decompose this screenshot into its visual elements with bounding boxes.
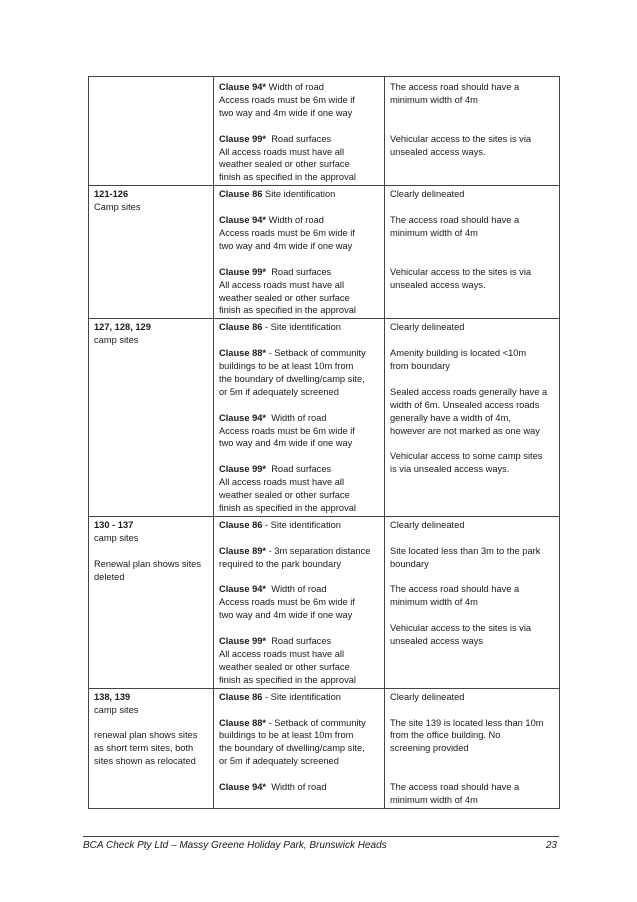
clause-cell bbox=[214, 186, 385, 319]
finding-text: Sealed access roads generally have a bbox=[390, 386, 548, 397]
clause-text: Access roads must be 6m wide if bbox=[219, 425, 355, 436]
clause-text: two way and 4m wide if one way bbox=[219, 107, 353, 118]
clause-number: Clause 94* bbox=[219, 82, 267, 92]
clause-text: Access roads must be 6m wide if bbox=[219, 227, 355, 238]
clause-text: or 5m if adequately screened bbox=[219, 756, 339, 767]
clause-text: weather sealed or other surface bbox=[219, 490, 350, 501]
site-cell bbox=[89, 516, 214, 688]
spacer bbox=[390, 571, 554, 584]
clause-heading bbox=[219, 214, 379, 227]
finding-text: Vehicular access to the sites is via bbox=[390, 133, 532, 144]
finding-text: minimum width of 4m bbox=[390, 794, 478, 805]
spacer bbox=[219, 201, 379, 214]
clause-title: Width of road bbox=[266, 82, 324, 92]
finding-text: unsealed access ways bbox=[390, 636, 484, 647]
clause-number: Clause 86 bbox=[219, 691, 263, 702]
finding-text: minimum width of 4m bbox=[390, 94, 478, 105]
clause-number: Clause 86 bbox=[219, 189, 263, 200]
finding-text: screening provided bbox=[390, 743, 469, 754]
finding-text: Vehicular access to the sites is via bbox=[390, 266, 532, 277]
clause-heading bbox=[219, 463, 379, 476]
site-note: Camp sites bbox=[94, 202, 141, 213]
finding-text: however are not marked as one way bbox=[390, 425, 540, 436]
clause-number: Clause 99* bbox=[219, 266, 267, 277]
spacer bbox=[219, 399, 379, 412]
finding-text: Vehicular access to some camp sites bbox=[390, 451, 543, 462]
clause-heading bbox=[219, 266, 379, 279]
spacer bbox=[390, 704, 554, 717]
finding-cell bbox=[385, 516, 560, 688]
finding-text: Clearly delineated bbox=[390, 519, 465, 530]
clause-text: Access roads must be 6m wide if bbox=[219, 94, 355, 105]
spacer bbox=[390, 768, 554, 781]
site-note bbox=[94, 717, 208, 730]
finding-text: Clearly delineated bbox=[390, 189, 465, 200]
clause-title: Road surfaces bbox=[266, 464, 332, 475]
clause-text: finish as specified in the approval bbox=[219, 674, 356, 685]
finding-text: The access road should have a bbox=[390, 584, 520, 595]
clause-cell bbox=[214, 319, 385, 517]
spacer bbox=[390, 253, 554, 266]
finding-text: from boundary bbox=[390, 361, 450, 372]
site-note: as short term sites, both bbox=[94, 743, 194, 754]
clause-heading bbox=[219, 347, 379, 360]
site-note: camp sites bbox=[94, 704, 139, 715]
site-note: camp sites bbox=[94, 335, 139, 346]
site-number: 127, 128, 129 bbox=[94, 322, 151, 333]
clause-text: two way and 4m wide if one way bbox=[219, 610, 353, 621]
clause-title: Width of road bbox=[266, 584, 327, 595]
page-number: 23 bbox=[545, 840, 557, 851]
site-cell bbox=[89, 186, 214, 319]
clause-title: - Site identification bbox=[262, 519, 341, 530]
site-note: renewal plan shows sites bbox=[94, 730, 198, 741]
clause-heading bbox=[219, 781, 379, 794]
spacer bbox=[390, 532, 554, 545]
clause-heading bbox=[219, 412, 379, 425]
spacer bbox=[390, 334, 554, 347]
clause-heading bbox=[219, 81, 379, 94]
spacer bbox=[390, 609, 554, 622]
clause-number: Clause 86 bbox=[219, 519, 263, 530]
table-row bbox=[89, 319, 560, 517]
spacer bbox=[390, 107, 554, 120]
clause-number: Clause 94* bbox=[219, 782, 267, 793]
clause-title: Width of road bbox=[266, 215, 324, 226]
spacer bbox=[390, 437, 554, 450]
finding-text: is via unsealed access ways. bbox=[390, 464, 510, 475]
clause-heading bbox=[219, 583, 379, 596]
clause-number: Clause 88* bbox=[219, 717, 267, 728]
compliance-table bbox=[88, 76, 560, 809]
finding-text: Clearly delineated bbox=[390, 691, 465, 702]
clause-heading bbox=[219, 717, 379, 730]
clause-title: Road surfaces bbox=[266, 266, 332, 277]
clause-heading bbox=[219, 635, 379, 648]
clause-number: Clause 99* bbox=[219, 464, 267, 475]
clause-heading bbox=[219, 691, 379, 704]
site-note: camp sites bbox=[94, 532, 139, 543]
spacer bbox=[390, 373, 554, 386]
clause-text: the boundary of dwelling/camp site, bbox=[219, 743, 365, 754]
clause-number: Clause 94* bbox=[219, 412, 267, 423]
finding-text: minimum width of 4m bbox=[390, 227, 478, 238]
site-note: sites shown as relocated bbox=[94, 756, 196, 767]
finding-text: Vehicular access to the sites is via bbox=[390, 623, 532, 634]
finding-text: The access road should have a bbox=[390, 82, 520, 92]
clause-text: buildings to be at least 10m from bbox=[219, 730, 354, 741]
clause-title: Road surfaces bbox=[266, 636, 332, 647]
clause-text: weather sealed or other surface bbox=[219, 292, 350, 303]
clause-number: Clause 88* bbox=[219, 348, 267, 359]
finding-cell bbox=[385, 186, 560, 319]
finding-text: from the office building. No bbox=[390, 730, 501, 741]
spacer bbox=[219, 532, 379, 545]
clause-heading bbox=[219, 133, 379, 146]
site-number: 121-126 bbox=[94, 189, 129, 200]
finding-text: Clearly delineated bbox=[390, 322, 465, 333]
spacer bbox=[219, 120, 379, 133]
finding-text: width of 6m. Unsealed access roads bbox=[390, 399, 540, 410]
clause-heading bbox=[219, 519, 379, 532]
spacer bbox=[219, 334, 379, 347]
spacer bbox=[390, 201, 554, 214]
finding-cell bbox=[385, 688, 560, 808]
table-row bbox=[89, 688, 560, 808]
footer-title: BCA Check Pty Ltd – Massy Greene Holiday Park, Brunswick Heads bbox=[83, 840, 387, 851]
clause-text: or 5m if adequately screened bbox=[219, 386, 339, 397]
spacer bbox=[219, 253, 379, 266]
clause-text: weather sealed or other surface bbox=[219, 159, 350, 170]
site-cell bbox=[89, 319, 214, 517]
spacer bbox=[219, 704, 379, 717]
clause-text: finish as specified in the approval bbox=[219, 172, 356, 183]
table-row bbox=[89, 186, 560, 319]
clause-text: All access roads must have all bbox=[219, 279, 345, 290]
site-note: Renewal plan shows sites bbox=[94, 558, 201, 569]
table-row bbox=[89, 77, 560, 186]
clause-text: finish as specified in the approval bbox=[219, 503, 356, 513]
site-cell bbox=[89, 77, 214, 186]
clause-title: Road surfaces bbox=[266, 133, 332, 144]
site-cell bbox=[89, 688, 214, 808]
finding-text: The access road should have a bbox=[390, 215, 520, 226]
clause-title: Width of road bbox=[266, 782, 327, 793]
clause-cell bbox=[214, 77, 385, 186]
clause-text: All access roads must have all bbox=[219, 146, 345, 157]
clause-number: Clause 94* bbox=[219, 215, 267, 226]
clause-text: finish as specified in the approval bbox=[219, 305, 356, 316]
clause-cell bbox=[214, 516, 385, 688]
clause-cell bbox=[214, 688, 385, 808]
spacer bbox=[219, 622, 379, 635]
clause-text: two way and 4m wide if one way bbox=[219, 240, 353, 251]
clause-heading bbox=[219, 188, 379, 201]
clause-heading bbox=[219, 545, 379, 558]
finding-text: unsealed access ways. bbox=[390, 279, 486, 290]
finding-text: generally have a width of 4m, bbox=[390, 412, 511, 423]
clause-text: All access roads must have all bbox=[219, 477, 345, 488]
finding-text: The site 139 is located less than 10m bbox=[390, 717, 544, 728]
spacer bbox=[390, 120, 554, 133]
finding-text: unsealed access ways. bbox=[390, 146, 486, 157]
clause-heading bbox=[219, 321, 379, 334]
clause-title: - Site identification bbox=[262, 691, 341, 702]
clause-title: - Site identification bbox=[262, 322, 341, 333]
spacer bbox=[390, 240, 554, 253]
finding-cell bbox=[385, 319, 560, 517]
clause-text: All access roads must have all bbox=[219, 648, 345, 659]
finding-text: minimum width of 4m bbox=[390, 597, 478, 608]
clause-text: weather sealed or other surface bbox=[219, 661, 350, 672]
clause-title: Site identification bbox=[262, 189, 336, 200]
clause-number: Clause 86 bbox=[219, 322, 263, 333]
finding-cell bbox=[385, 77, 560, 186]
clause-title: - 3m separation distance bbox=[266, 545, 371, 556]
clause-number: Clause 99* bbox=[219, 636, 267, 647]
finding-text: boundary bbox=[390, 558, 429, 569]
site-note bbox=[94, 545, 208, 558]
clause-text: two way and 4m wide if one way bbox=[219, 438, 353, 449]
clause-number: Clause 89* bbox=[219, 545, 267, 556]
clause-title: - Setback of community bbox=[266, 717, 366, 728]
finding-text: Amenity building is located <10m bbox=[390, 348, 527, 359]
site-number: 138, 139 bbox=[94, 691, 131, 702]
finding-text: Site located less than 3m to the park bbox=[390, 545, 541, 556]
spacer bbox=[219, 571, 379, 584]
clause-title: - Setback of community bbox=[266, 348, 366, 359]
clause-text: required to the park boundary bbox=[219, 558, 341, 569]
table-row bbox=[89, 516, 560, 688]
spacer bbox=[219, 450, 379, 463]
clause-number: Clause 94* bbox=[219, 584, 267, 595]
page-footer bbox=[83, 836, 559, 851]
site-note: deleted bbox=[94, 571, 125, 582]
clause-number: Clause 99* bbox=[219, 133, 267, 144]
clause-text: the boundary of dwelling/camp site, bbox=[219, 373, 365, 384]
clause-text: buildings to be at least 10m from bbox=[219, 361, 354, 372]
clause-text: Access roads must be 6m wide if bbox=[219, 597, 355, 608]
spacer bbox=[390, 755, 554, 768]
clause-title: Width of road bbox=[266, 412, 327, 423]
finding-text: The access road should have a bbox=[390, 782, 520, 793]
site-number: 130 - 137 bbox=[94, 519, 134, 530]
spacer bbox=[219, 768, 379, 781]
